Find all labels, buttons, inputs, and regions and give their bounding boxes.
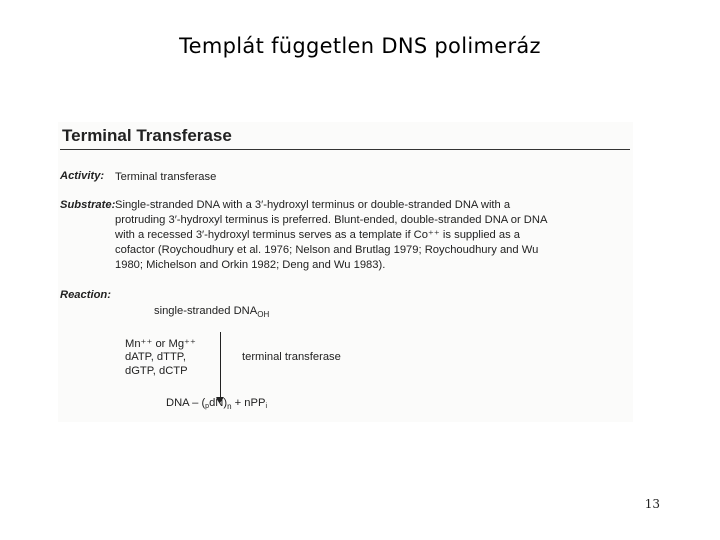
substrate-line: with a recessed 3′-hydroxyl terminus serves as a template if Co⁺⁺ is supplied as a (115, 229, 521, 241)
cofactor-line: Mn⁺⁺ or Mg⁺⁺ (125, 338, 196, 350)
product-p-subscript: p (205, 403, 210, 410)
reaction-label: Reaction: (60, 289, 111, 301)
enzyme-label: terminal transferase (242, 351, 341, 363)
substrate-line: protruding 3′-hydroxyl terminus is preferred. Blunt-ended, double-stranded DNA or DNA (115, 214, 548, 226)
reaction-substrate-main: single-stranded DNA (154, 305, 258, 317)
reaction-arrow-shaft (220, 332, 221, 400)
product-i-subscript: i (265, 403, 268, 410)
slide-title: Templát független DNS polimeráz (179, 34, 541, 58)
reaction-substrate-subscript: OH (257, 310, 270, 319)
scanned-figure (58, 122, 633, 422)
substrate-line: 1980; Michelson and Orkin 1982; Deng and Wu 1983). (115, 259, 386, 271)
cofactor-line: dGTP, dCTP (125, 365, 188, 377)
activity-value: Terminal transferase (115, 171, 217, 183)
page-number: 13 (644, 497, 660, 511)
activity-label: Activity: (60, 170, 105, 182)
substrate-label: Substrate: (60, 199, 116, 211)
reaction-product (166, 397, 267, 409)
product-mid: dN) (209, 397, 228, 409)
product-n-subscript: n (227, 402, 232, 411)
product-suffix: + nPP (231, 397, 266, 409)
substrate-line: Single-stranded DNA with a 3′-hydroxyl terminus or double-stranded DNA with a (115, 199, 511, 211)
reaction-substrate (154, 305, 269, 317)
product-prefix: DNA – ( (166, 397, 206, 409)
cofactor-line: dATP, dTTP, (125, 351, 186, 363)
figure-heading: Terminal Transferase (62, 126, 232, 145)
substrate-text (115, 198, 547, 273)
substrate-line: cofactor (Roychoudhury et al. 1976; Nelson and Brutlag 1979; Roychoudhury and Wu (115, 244, 539, 256)
heading-divider (60, 149, 630, 150)
